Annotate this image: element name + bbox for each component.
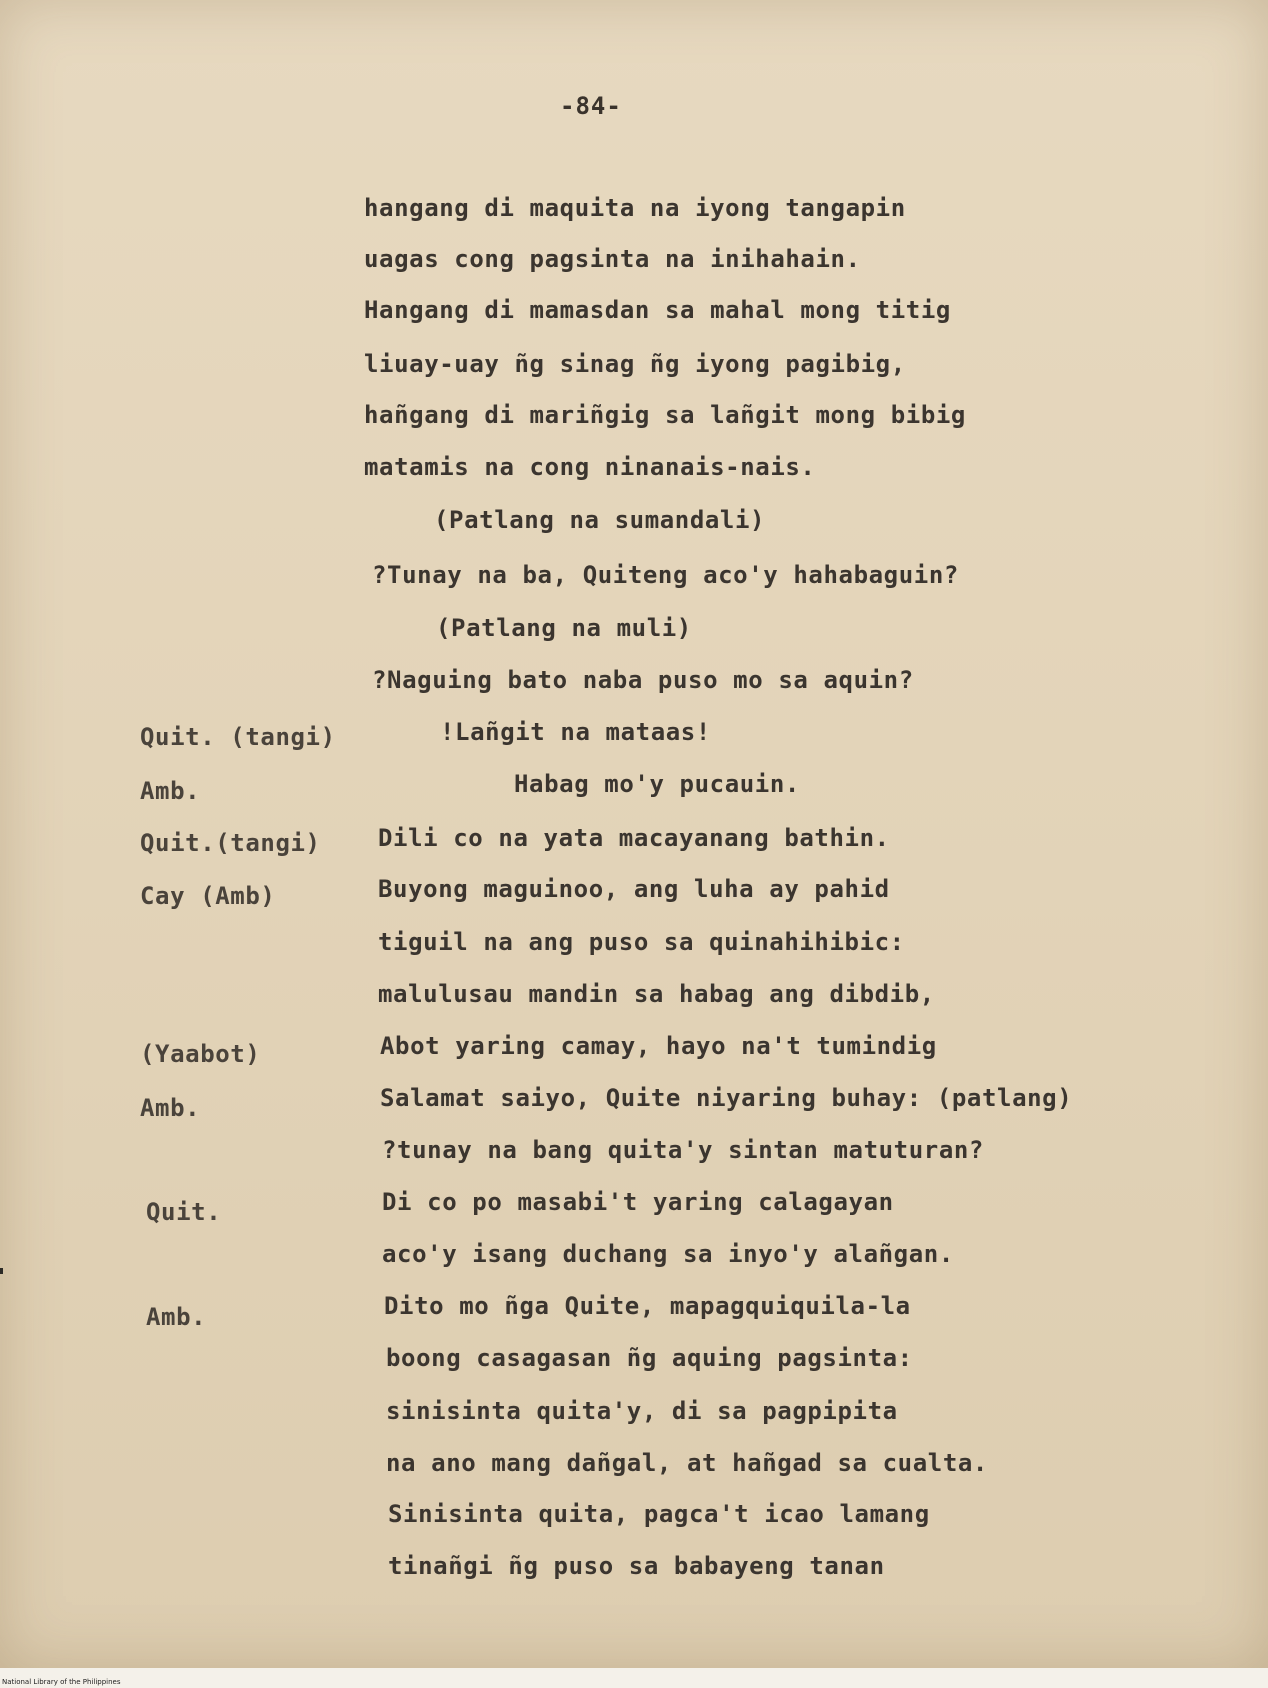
page-number: -84- bbox=[560, 92, 622, 120]
speaker-label: (Yaabot) bbox=[140, 1040, 261, 1068]
text-line: Habag mo'y pucauin. bbox=[514, 770, 800, 798]
speaker-label: Quit. (tangi) bbox=[140, 723, 336, 751]
text-line: ?Naguing bato naba puso mo sa aquin? bbox=[372, 666, 914, 694]
text-line: hangang di maquita na iyong tangapin bbox=[364, 194, 906, 222]
speaker-label: Amb. bbox=[140, 1094, 201, 1122]
text-line: Abot yaring camay, hayo na't tumindig bbox=[380, 1032, 937, 1060]
text-line: Hangang di mamasdan sa mahal mong titig bbox=[364, 296, 951, 324]
text-line: hañgang di mariñgig sa lañgit mong bibig bbox=[364, 401, 966, 429]
text-line: Sinisinta quita, pagca't icao lamang bbox=[388, 1500, 930, 1528]
text-line: Dili co na yata macayanang bathin. bbox=[378, 824, 890, 852]
text-line: ?Tunay na ba, Quiteng aco'y hahabaguin? bbox=[372, 561, 959, 589]
speaker-label: Amb. bbox=[140, 777, 201, 805]
stage-direction: (Patlang na muli) bbox=[436, 614, 692, 642]
speaker-label: Quit.(tangi) bbox=[140, 829, 321, 857]
text-line: Buyong maguinoo, ang luha ay pahid bbox=[378, 875, 890, 903]
text-line: matamis na cong ninanais-nais. bbox=[364, 453, 816, 481]
binding-mark bbox=[0, 1268, 3, 1274]
text-line: !Lañgit na mataas! bbox=[440, 718, 711, 746]
text-line: na ano mang dañgal, at hañgad sa cualta. bbox=[386, 1449, 988, 1477]
text-line: uagas cong pagsinta na inihahain. bbox=[364, 245, 861, 273]
text-line: boong casagasan ñg aquing pagsinta: bbox=[386, 1344, 913, 1372]
text-line: malulusau mandin sa habag ang dibdib, bbox=[378, 980, 935, 1008]
library-footer: National Library of the Philippines bbox=[2, 1678, 121, 1686]
text-line: Salamat saiyo, Quite niyaring buhay: (patlang) bbox=[380, 1084, 1073, 1112]
speaker-label: Quit. bbox=[146, 1198, 222, 1226]
text-line: sinisinta quita'y, di sa pagpipita bbox=[386, 1397, 898, 1425]
text-line: liuay-uay ñg sinag ñg iyong pagibig, bbox=[364, 350, 906, 378]
text-line: tiguil na ang puso sa quinahihibic: bbox=[378, 928, 905, 956]
text-line: Dito mo ñga Quite, mapagquiquila-la bbox=[384, 1292, 911, 1320]
stage-direction: (Patlang na sumandali) bbox=[434, 506, 766, 534]
text-line: aco'y isang duchang sa inyo'y alañgan. bbox=[382, 1240, 954, 1268]
speaker-label: Amb. bbox=[146, 1303, 207, 1331]
text-line: Di co po masabi't yaring calagayan bbox=[382, 1188, 894, 1216]
text-line: ?tunay na bang quita'y sintan matuturan? bbox=[382, 1136, 984, 1164]
speaker-label: Cay (Amb) bbox=[140, 882, 276, 910]
text-line: tinañgi ñg puso sa babayeng tanan bbox=[388, 1552, 885, 1580]
